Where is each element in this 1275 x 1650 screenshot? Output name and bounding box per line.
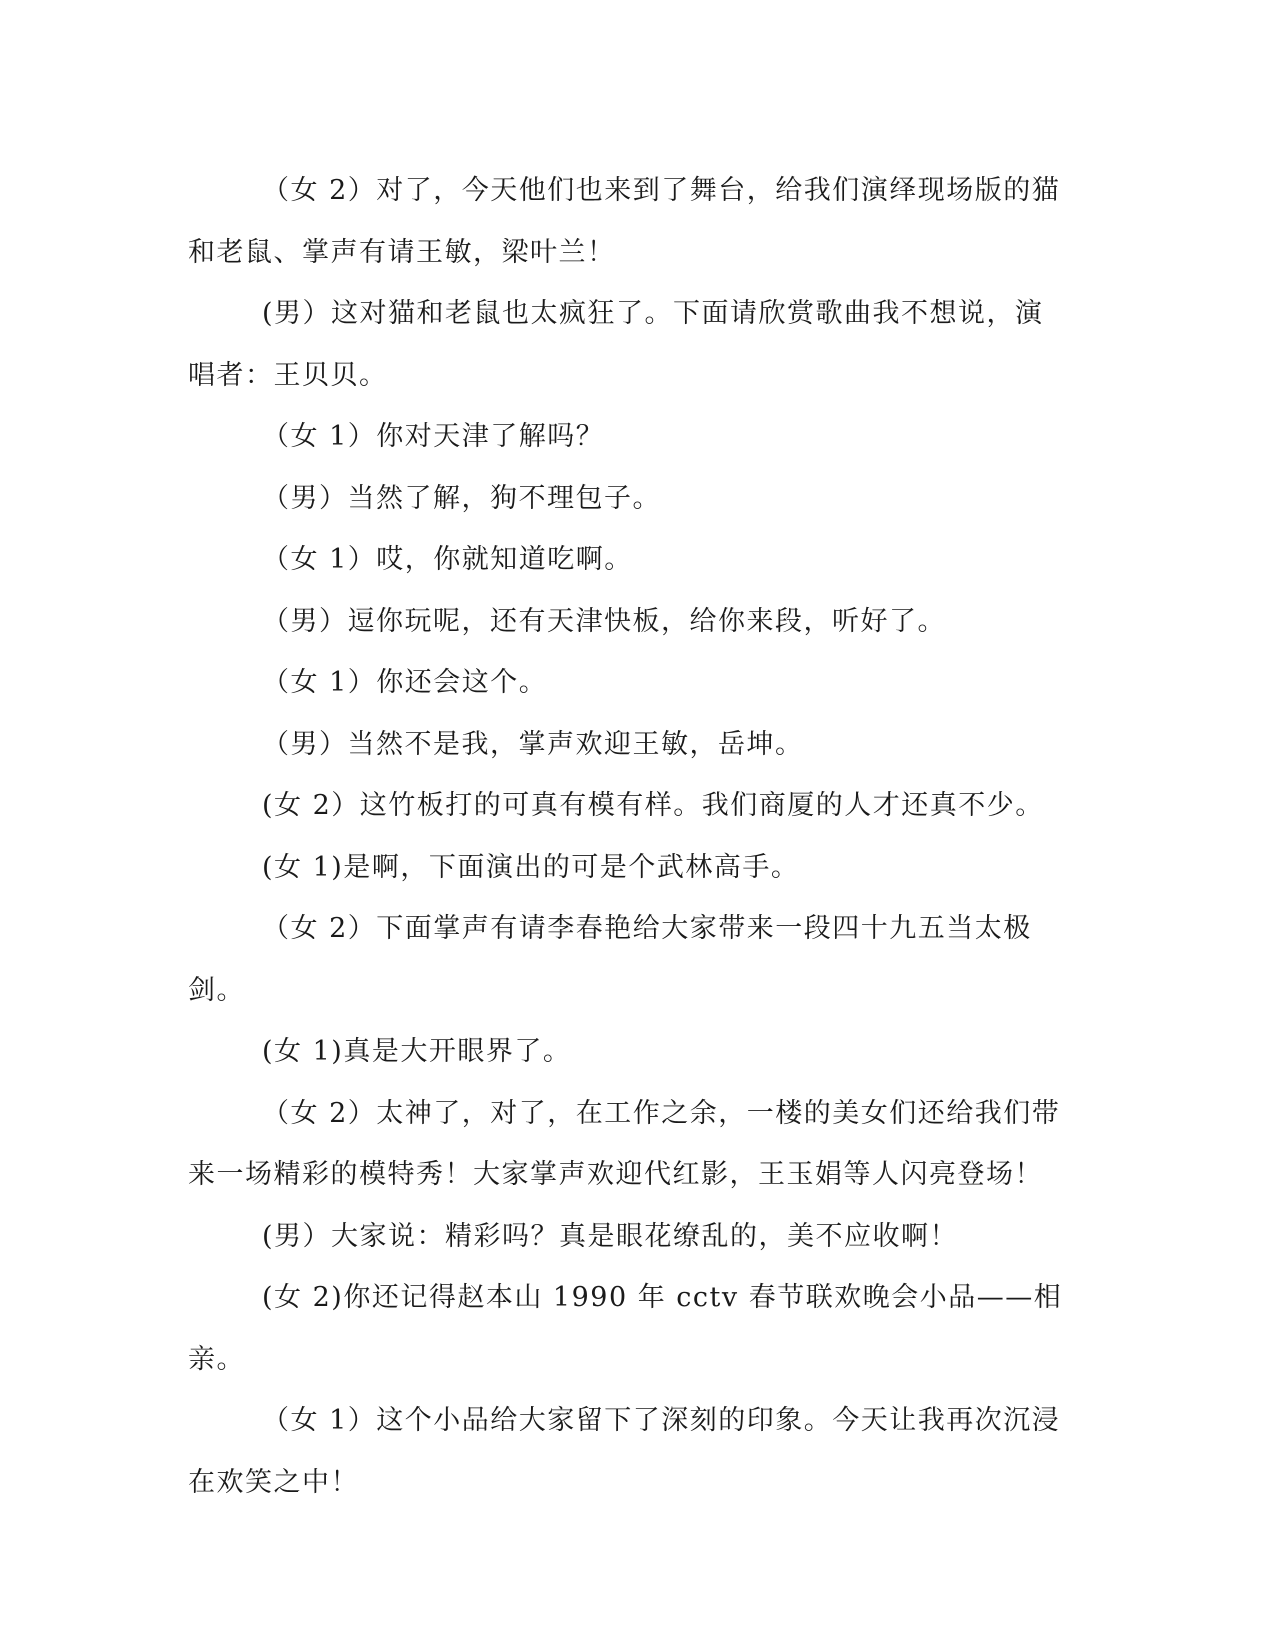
- dialogue-paragraph: (女 2）这竹板打的可真有模有样。我们商厦的人才还真不少。: [262, 790, 1044, 821]
- dialogue-paragraph: （女 2）太神了，对了，在工作之余，一楼的美女们还给我们带来一场精彩的模特秀！大家掌声欢迎代红影，王玉娟等人闪亮登场！: [188, 1097, 1061, 1190]
- dialogue-paragraph: （男）逗你玩呢，还有天津快板，给你来段，听好了。: [262, 605, 946, 637]
- dialogue-paragraph: (女 2)你还记得赵本山 1990 年 cctv 春节联欢晚会小品——相亲。: [188, 1282, 1063, 1375]
- dialogue-paragraph: （男）当然不是我，掌声欢迎王敏，岳坤。: [262, 728, 804, 760]
- dialogue-paragraph: （女 1）你对天津了解吗？: [262, 421, 605, 452]
- dialogue-paragraph: （男）当然了解，狗不理包子。: [262, 482, 661, 514]
- dialogue-paragraph: (女 1)是啊，下面演出的可是个武林高手。: [262, 851, 800, 883]
- dialogue-paragraph: (男）大家说：精彩吗？真是眼花缭乱的，美不应收啊！: [262, 1220, 959, 1252]
- script-text-body: [188, 160, 1068, 1513]
- dialogue-paragraph: （女 2）下面掌声有请李春艳给大家带来一段四十九五当太极剑。: [188, 913, 1032, 1006]
- dialogue-paragraph: （女 1）这个小品给大家留下了深刻的印象。今天让我再次沉浸在欢笑之中！: [188, 1405, 1061, 1498]
- dialogue-paragraph: （女 2）对了，今天他们也来到了舞台，给我们演绎现场版的猫和老鼠、掌声有请王敏，梁叶兰！: [188, 175, 1061, 268]
- dialogue-paragraph: （女 1）你还会这个。: [262, 667, 548, 698]
- dialogue-paragraph: (男）这对猫和老鼠也太疯狂了。下面请欣赏歌曲我不想说，演唱者：王贝贝。: [188, 298, 1044, 391]
- dialogue-paragraph: (女 1)真是大开眼界了。: [262, 1036, 572, 1067]
- dialogue-paragraph: （女 1）哎，你就知道吃啊。: [262, 544, 633, 575]
